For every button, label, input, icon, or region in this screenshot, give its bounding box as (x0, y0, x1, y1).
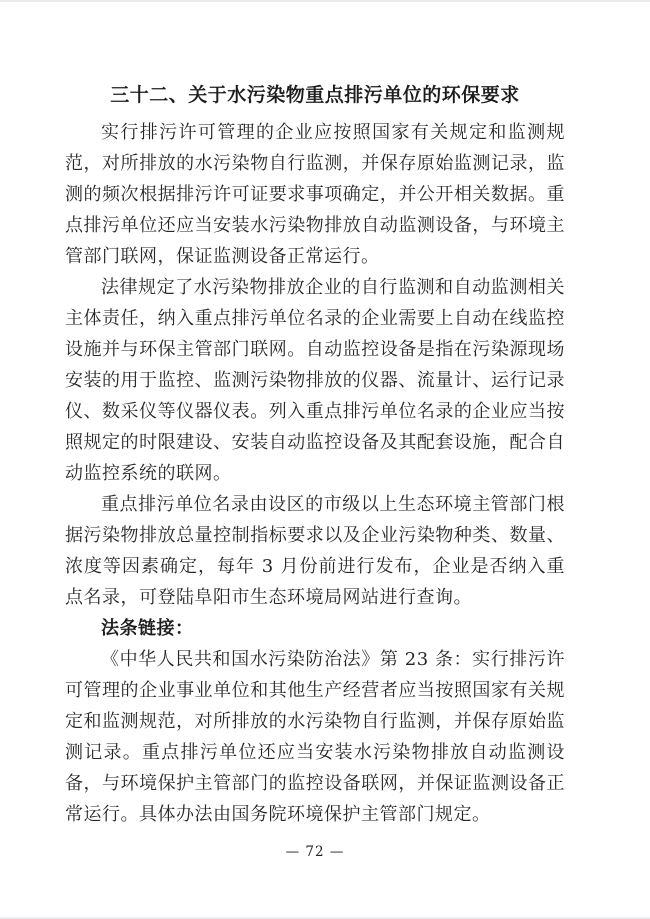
body-paragraph-3: 重点排污单位名录由设区的市级以上生态环境主管部门根据污染物排放总量控制指标要求以及企业污染物种类、数量、浓度等因素确定，每年 3 月份前进行发布，企业是否纳入重点名录，可登陆阜阳市生态环境局网站进行查询。 (65, 494, 565, 608)
law-links-text: 《中华人民共和国水污染防治法》第 23 条：实行排污许可管理的企业事业单位和其他生产经营者应当按照国家有关规定和监测规范，对所排放的水污染物自行监测，并保存原始监测记录。重点排污单位还应当安装水污染物排放自动监测设备，与环境保护主管部门的监控设备联网，并保证监测设备正常运行。具体办法由国务院环境保护主管部门规定。 (65, 649, 565, 825)
law-links-heading: 法条链接： (101, 618, 194, 639)
page-number: — 72 — (285, 844, 345, 860)
body-paragraph-2: 法律规定了水污染物排放企业的自行监测和自动监测相关主体责任，纳入重点排污单位名录的企业需要上自动在线监控设施并与环保主管部门联网。自动监控设备是指在污染源现场安装的用于监控、监测污染物排放的仪器、流量计、运行记录仪、数采仪等仪器仪表。列入重点排污单位名录的企业应当按照规定的时限建设、安装自动监控设备及其配套设施，配合自动监控系统的联网。 (65, 277, 565, 484)
section-title: 三十二、关于水污染物重点排污单位的环保要求 (110, 84, 520, 106)
body-paragraph-1: 实行排污许可管理的企业应按照国家有关规定和监测规范，对所排放的水污染物自行监测，并保存原始监测记录，监测的频次根据排污许可证要求事项确定，并公开相关数据。重点排污单位还应当安装水污染物排放自动监测设备，与环境主管部门联网，保证监测设备正常运行。 (65, 122, 565, 267)
